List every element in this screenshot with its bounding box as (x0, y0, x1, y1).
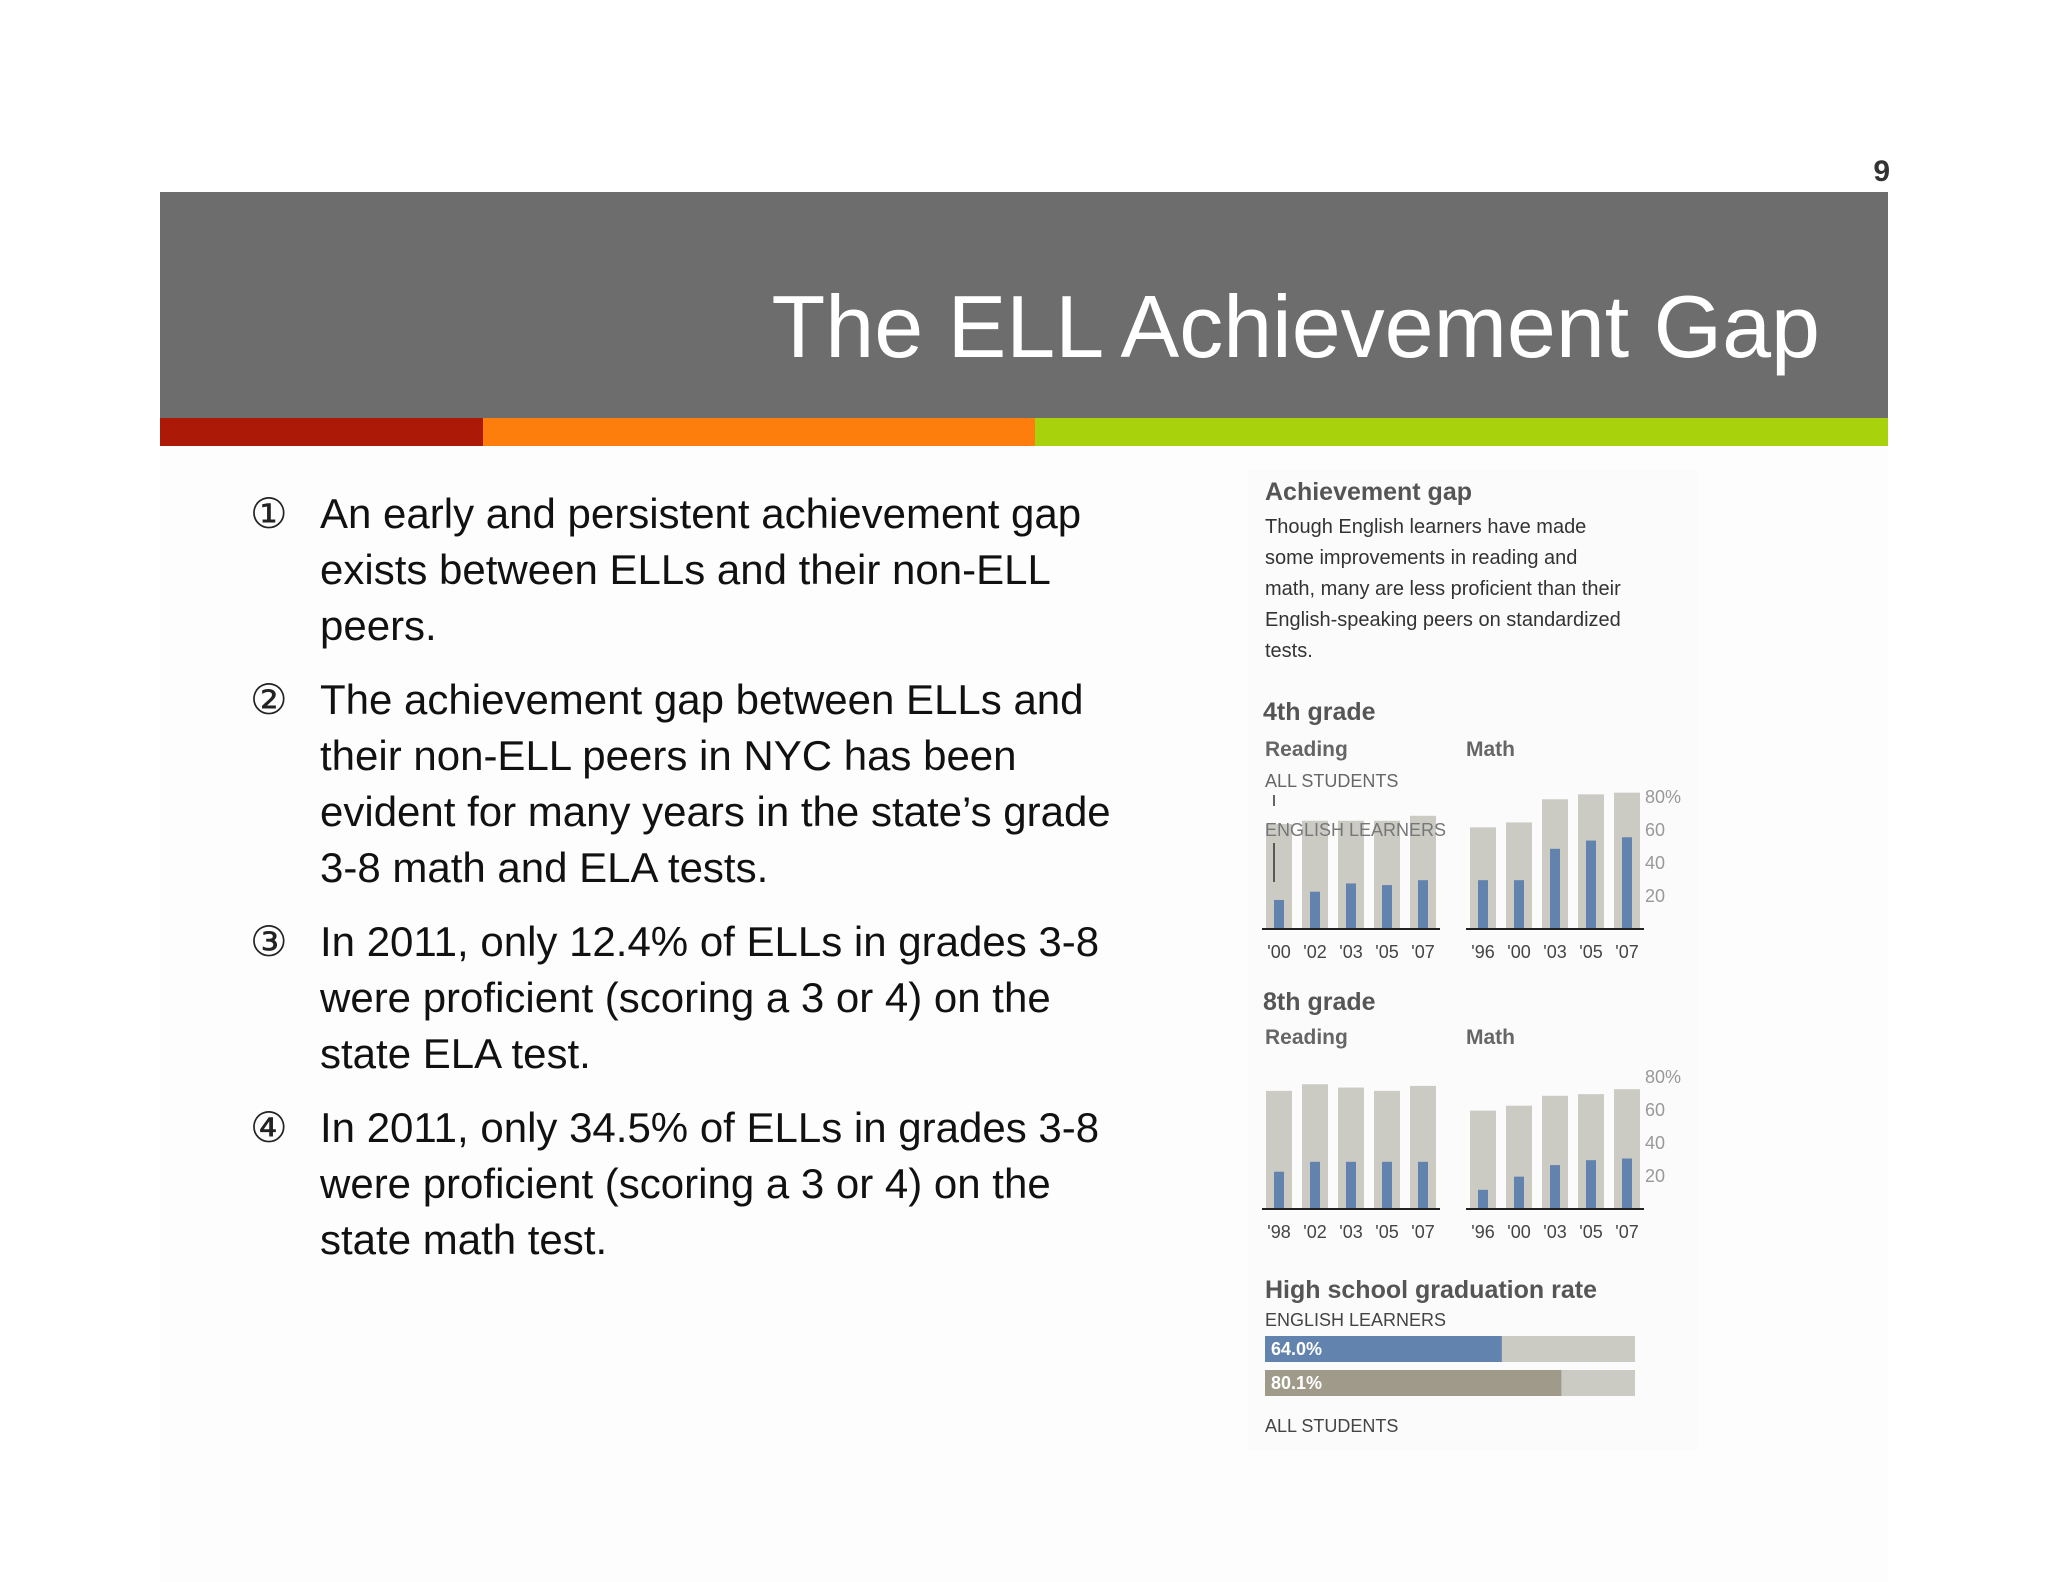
bullet-text: In 2011, only 12.4% of ELLs in grades 3-8 were proficient (scoring a 3 or 4) on the state ELA test. (320, 918, 1100, 1077)
bar-english-learners-8th-reading (1418, 1162, 1428, 1208)
bullet-list (250, 486, 1150, 1286)
chart-title-4th-math: Math (1466, 738, 1515, 761)
graduation-label-all-students: ALL STUDENTS (1265, 1416, 1399, 1436)
x-tick-label: '03 (1339, 942, 1363, 962)
chart-4th-grade-math (1466, 787, 1681, 962)
bullet-item (250, 1100, 1150, 1268)
legend-english-learners: ENGLISH LEARNERS (1265, 820, 1447, 840)
x-tick-label: '03 (1543, 942, 1567, 962)
graduation-value-label: 80.1% (1271, 1373, 1323, 1393)
x-tick-label: '05 (1375, 1222, 1399, 1242)
group-label-8th-grade: 8th grade (1263, 988, 1376, 1016)
x-tick-label: '05 (1579, 1222, 1603, 1242)
accent-bar-red (160, 418, 483, 446)
achievement-gap-figure (1248, 470, 1698, 1450)
x-tick-label: '02 (1303, 942, 1327, 962)
y-tick-label: 20 (1645, 1166, 1666, 1186)
legend-all-students: ALL STUDENTS (1265, 771, 1399, 791)
bar-english-learners-4th-reading (1346, 883, 1356, 928)
graduation-value-label: 64.0% (1271, 1339, 1323, 1359)
x-tick-label: '05 (1375, 942, 1399, 962)
chart-8th-grade-reading (1262, 1084, 1440, 1242)
y-tick-label: 80% (1645, 1067, 1682, 1087)
chart-8th-grade-math (1466, 1067, 1681, 1242)
bullet-text: In 2011, only 34.5% of ELLs in grades 3-8 were proficient (scoring a 3 or 4) on the state math test. (320, 1104, 1100, 1263)
graduation-label-english-learners: ENGLISH LEARNERS (1265, 1310, 1447, 1330)
x-tick-label: '96 (1471, 1222, 1495, 1242)
bullet-marker: ② (250, 676, 288, 723)
y-tick-label: 40 (1645, 853, 1666, 873)
x-tick-label: '02 (1303, 1222, 1327, 1242)
graduation-title: High school graduation rate (1265, 1276, 1597, 1304)
x-tick-label: '00 (1507, 1222, 1531, 1242)
chart-title-4th-reading: Reading (1265, 738, 1348, 761)
bar-english-learners-8th-math (1550, 1165, 1560, 1208)
bar-english-learners-8th-reading (1346, 1162, 1356, 1208)
x-tick-label: '07 (1411, 1222, 1435, 1242)
y-tick-label: 20 (1645, 886, 1666, 906)
bar-english-learners-4th-math (1586, 841, 1596, 928)
bar-english-learners-8th-math (1622, 1159, 1632, 1209)
bar-english-learners-4th-math (1622, 837, 1632, 928)
bullet-item (250, 672, 1150, 896)
bar-english-learners-8th-reading (1310, 1162, 1320, 1208)
bullet-item (250, 486, 1150, 654)
figure-description-line: math, many are less proficient than their (1265, 578, 1621, 600)
bullet-marker: ① (250, 490, 288, 537)
bar-english-learners-4th-reading (1418, 880, 1428, 928)
bar-english-learners-8th-reading (1274, 1172, 1284, 1208)
bullet-marker: ④ (250, 1104, 288, 1151)
bar-english-learners-4th-reading (1382, 885, 1392, 928)
y-tick-label: 60 (1645, 1100, 1666, 1120)
figure-heading: Achievement gap (1265, 478, 1473, 506)
chart-title-8th-reading: Reading (1265, 1026, 1348, 1049)
group-label-4th-grade: 4th grade (1263, 698, 1376, 726)
y-tick-label: 40 (1645, 1133, 1666, 1153)
bar-english-learners-4th-math (1478, 880, 1488, 928)
title-bar (160, 192, 1888, 418)
x-tick-label: '00 (1507, 942, 1531, 962)
bar-english-learners-8th-math (1586, 1160, 1596, 1208)
bullet-text: An early and persistent achievement gap exists between ELLs and their non-ELL peers. (320, 490, 1082, 649)
x-tick-label: '00 (1267, 942, 1291, 962)
bar-english-learners-4th-reading (1310, 892, 1320, 928)
x-tick-label: '96 (1471, 942, 1495, 962)
x-tick-label: '98 (1267, 1222, 1291, 1242)
bullet-item (250, 914, 1150, 1082)
bar-english-learners-4th-math (1550, 849, 1560, 928)
x-tick-label: '07 (1411, 942, 1435, 962)
graduation-bars (1265, 1336, 1635, 1396)
figure-description-line: English-speaking peers on standardized (1265, 609, 1621, 631)
x-tick-label: '07 (1615, 942, 1639, 962)
bar-english-learners-8th-math (1514, 1177, 1524, 1208)
figure-description-line: Though English learners have made (1265, 516, 1587, 538)
bar-english-learners-8th-reading (1382, 1162, 1392, 1208)
achievement-gap-chart (1248, 470, 1698, 1450)
x-tick-label: '07 (1615, 1222, 1639, 1242)
chart-title-8th-math: Math (1466, 1026, 1515, 1049)
figure-description-line: some improvements in reading and (1265, 547, 1578, 569)
page-number: 9 (1873, 155, 1890, 188)
accent-bar-orange (483, 418, 1035, 446)
x-tick-label: '03 (1339, 1222, 1363, 1242)
slide-title: The ELL Achievement Gap (771, 277, 1820, 376)
x-tick-label: '03 (1543, 1222, 1567, 1242)
accent-bar-green (1035, 418, 1888, 446)
bullet-text: The achievement gap between ELLs and their non-ELL peers in NYC has been evident for many years in the state’s grade 3-8 math and ELA tests. (320, 676, 1111, 891)
y-tick-label: 60 (1645, 820, 1666, 840)
bullet-marker: ③ (250, 918, 288, 965)
bar-english-learners-4th-math (1514, 880, 1524, 928)
bar-english-learners-4th-reading (1274, 900, 1284, 928)
y-tick-label: 80% (1645, 787, 1682, 807)
x-tick-label: '05 (1579, 942, 1603, 962)
bar-english-learners-8th-math (1478, 1190, 1488, 1208)
figure-description-line: tests. (1265, 640, 1313, 662)
